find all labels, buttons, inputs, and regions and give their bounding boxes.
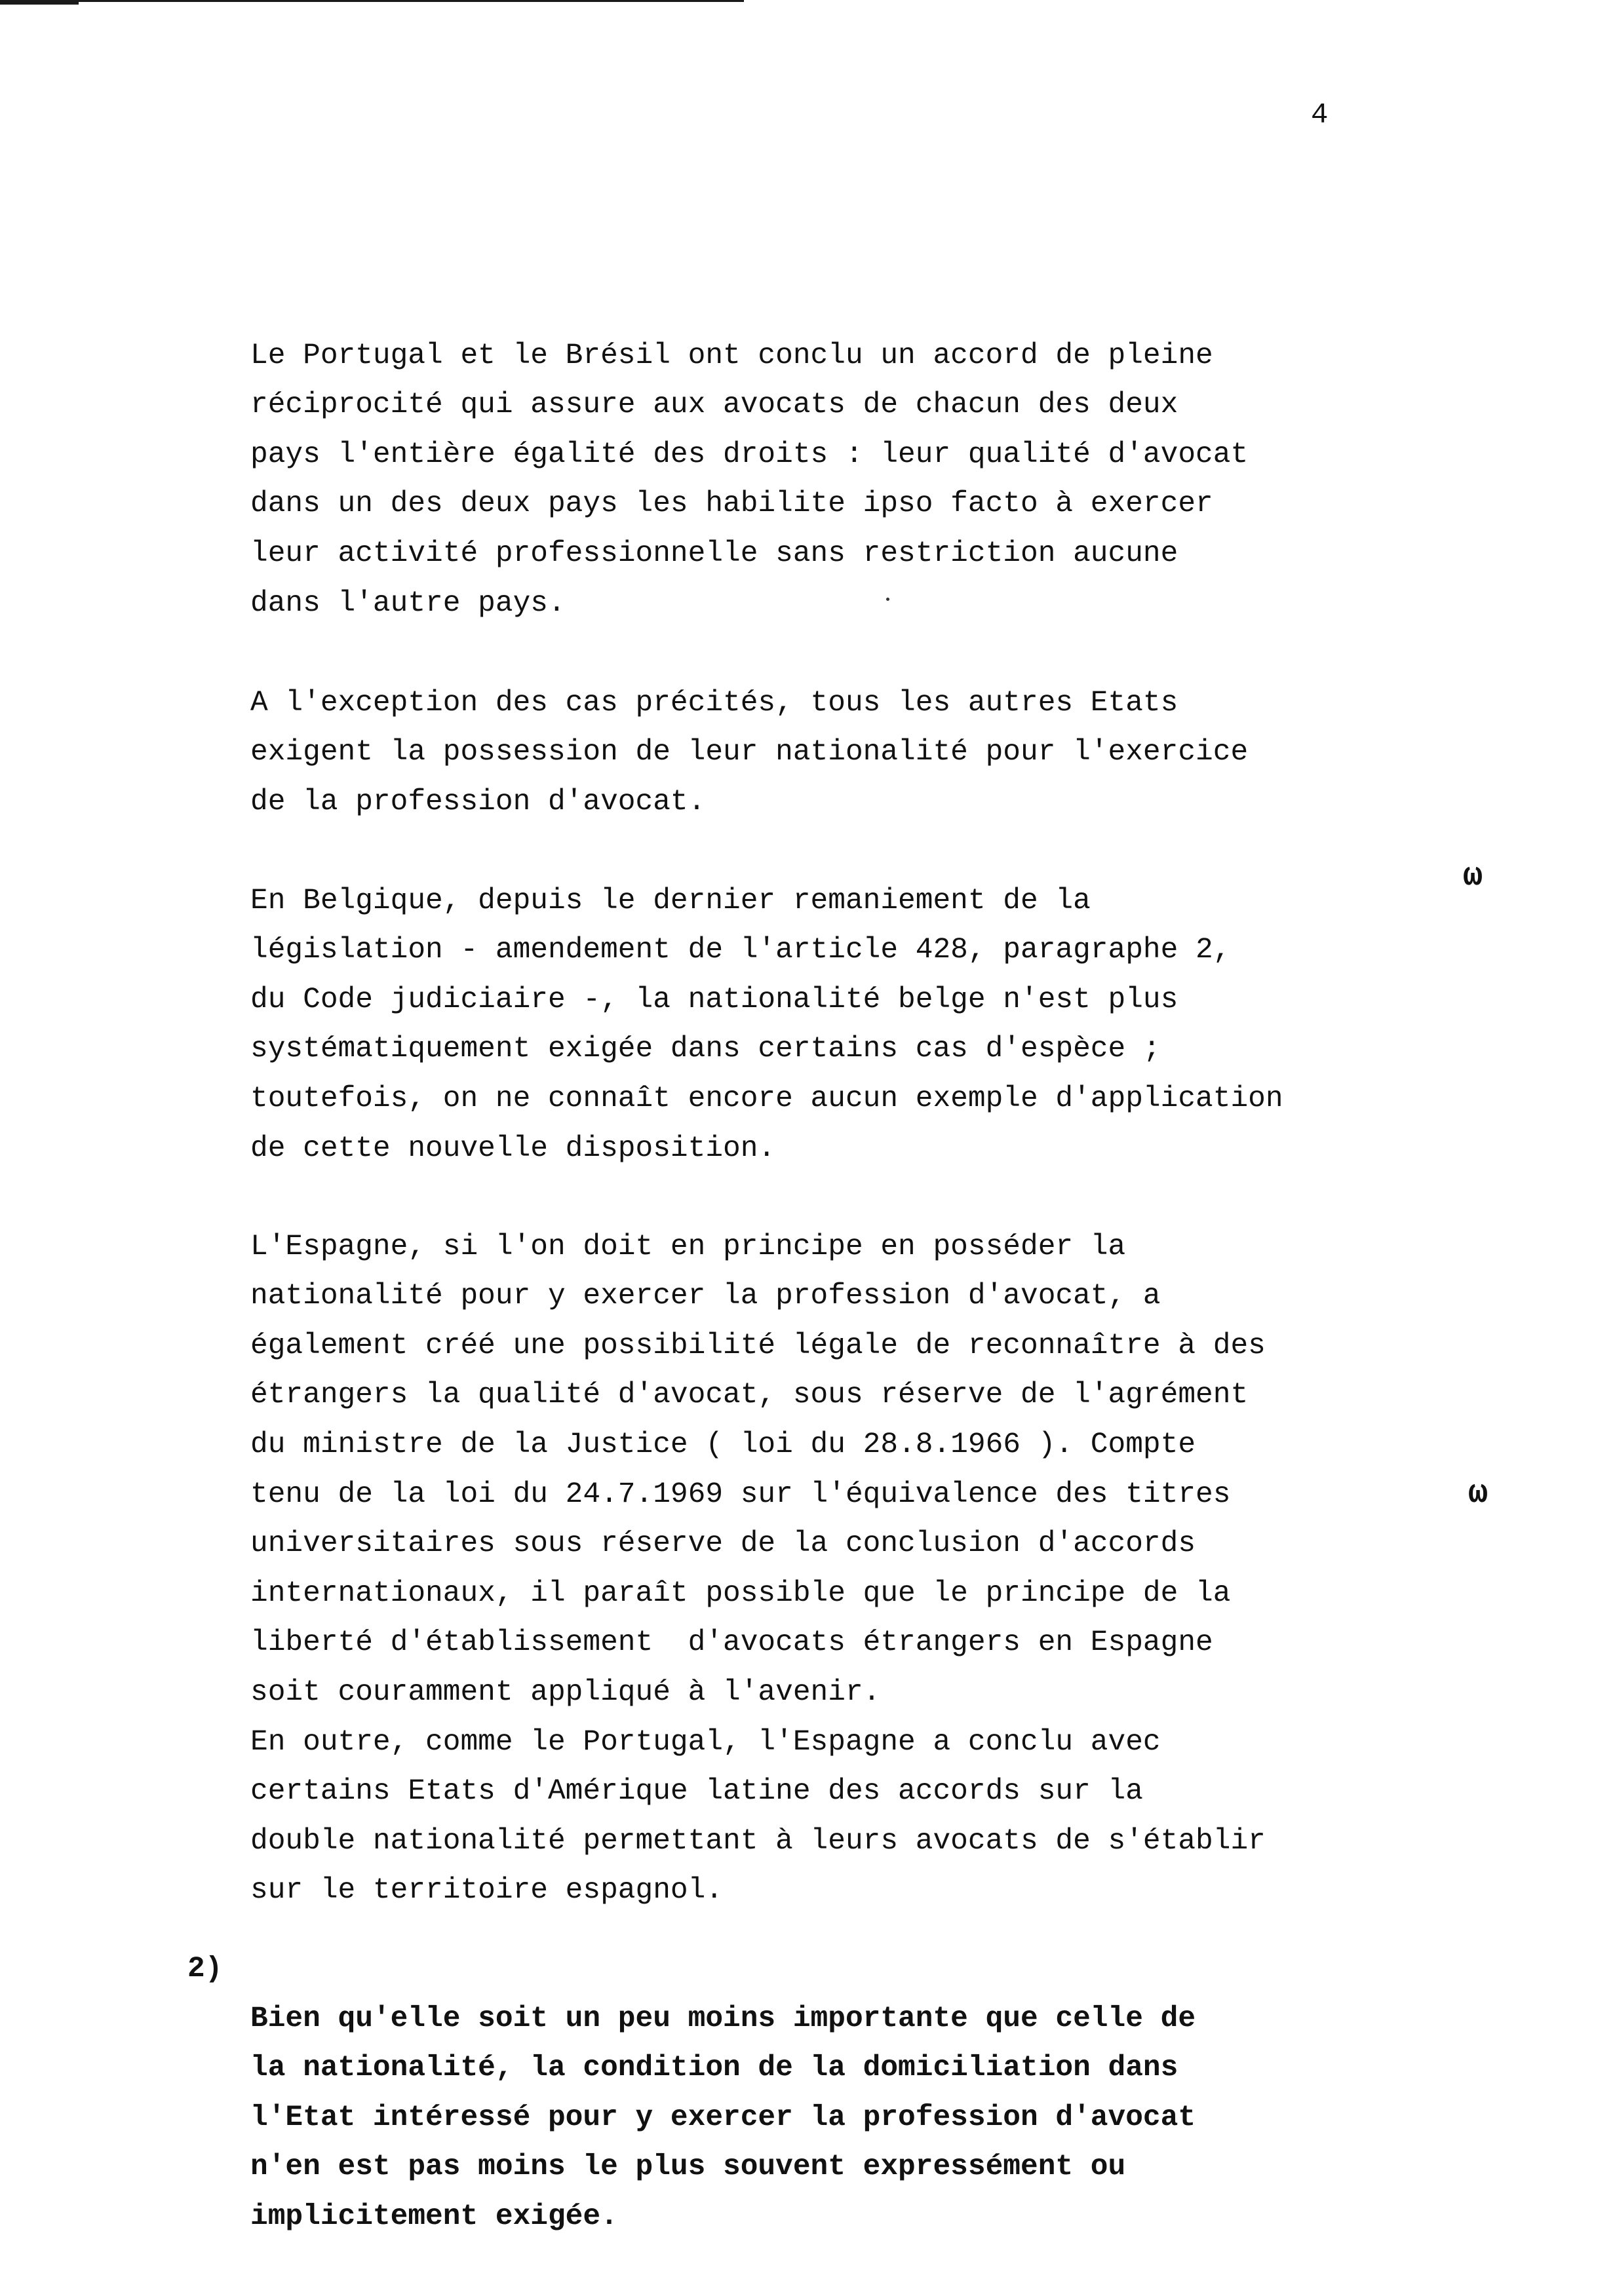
- paragraph-espagne: [250, 1173, 1266, 1916]
- text-line: n'en est pas moins le plus souvent expressément ou: [250, 2151, 1126, 2184]
- text-line: certains Etats d'Amérique latine des accords sur la: [250, 1775, 1143, 1808]
- text-line: double nationalité permettant à leurs avocats de s'établir: [250, 1824, 1266, 1858]
- paragraph-portugal-bresil: [250, 282, 1248, 628]
- text-line: la nationalité, la condition de la domiciliation dans: [250, 2052, 1178, 2085]
- text-line: réciprocité qui assure aux avocats de chacun des deux: [250, 389, 1178, 422]
- speck-mark: [886, 598, 889, 601]
- text-line: En Belgique, depuis le dernier remaniement de la: [250, 884, 1091, 917]
- text-line: Bien qu'elle soit un peu moins importante que celle de: [250, 2002, 1196, 2035]
- text-line: toutefois, on ne connaît encore aucun exemple d'application: [250, 1082, 1283, 1115]
- text-line: dans l'autre pays.: [250, 586, 566, 620]
- text-line: exigent la possession de leur nationalité pour l'exercice: [250, 736, 1249, 769]
- top-scan-rule-thick: [0, 0, 79, 5]
- text-line: universitaires sous réserve de la conclusion d'accords: [250, 1527, 1196, 1561]
- text-line: législation - amendement de l'article 428, paragraphe 2,: [250, 934, 1231, 967]
- list-marker: 2): [187, 1953, 223, 1985]
- text-line: liberté d'établissement d'avocats étrangers en Espagne: [250, 1626, 1213, 1660]
- text-line: systématiquement exigée dans certains cas d'espèce ;: [250, 1033, 1161, 1066]
- top-scan-rule: [0, 0, 744, 2]
- text-line: Le Portugal et le Brésil ont conclu un accord de pleine: [250, 339, 1213, 372]
- paragraph-belgique: [250, 827, 1283, 1174]
- text-line: pays l'entière égalité des droits : leur qualité d'avocat: [250, 438, 1249, 471]
- text-line: implicitement exigée.: [250, 2200, 618, 2233]
- text-line: également créé une possibilité légale de reconnaître à des: [250, 1329, 1266, 1362]
- text-line: du ministre de la Justice ( loi du 28.8.1966 ). Compte: [250, 1428, 1196, 1461]
- text-line: leur activité professionnelle sans restriction aucune: [250, 537, 1178, 570]
- margin-mark-2: ω: [1468, 1475, 1489, 1512]
- paragraph-exception: [250, 629, 1248, 827]
- text-line: L'Espagne, si l'on doit en principe en posséder la: [250, 1230, 1126, 1263]
- text-line: internationaux, il paraît possible que le principe de la: [250, 1577, 1231, 1610]
- text-line: soit couramment appliqué à l'avenir.: [250, 1675, 881, 1709]
- text-line: nationalité pour y exercer la profession d'avocat, a: [250, 1280, 1161, 1313]
- text-line: l'Etat intéressé pour y exercer la profession d'avocat: [250, 2101, 1196, 2134]
- text-line: étrangers la qualité d'avocat, sous réserve de l'agrément: [250, 1379, 1249, 1412]
- text-line: En outre, comme le Portugal, l'Espagne a conclu avec: [250, 1725, 1161, 1759]
- text-line: sur le territoire espagnol.: [250, 1874, 724, 1907]
- paragraph-domiciliation: [250, 1945, 1196, 2242]
- text-line: tenu de la loi du 24.7.1969 sur l'équivalence des titres: [250, 1478, 1231, 1511]
- text-line: de cette nouvelle disposition.: [250, 1132, 776, 1165]
- text-line: de la profession d'avocat.: [250, 785, 706, 818]
- text-line: dans un des deux pays les habilite ipso facto à exercer: [250, 488, 1213, 521]
- text-line: du Code judiciaire -, la nationalité belge n'est plus: [250, 983, 1178, 1016]
- text-line: A l'exception des cas précités, tous les autres Etats: [250, 686, 1178, 719]
- margin-mark-1: ω: [1463, 858, 1483, 895]
- page-number: 4: [1311, 99, 1329, 132]
